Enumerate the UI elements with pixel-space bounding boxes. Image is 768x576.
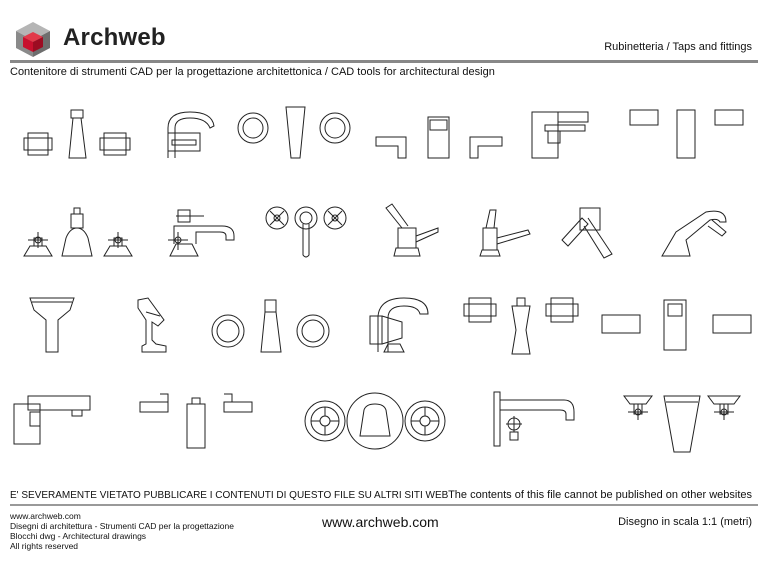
footer-line-url[interactable]: www.archweb.com: [10, 511, 81, 521]
bath-mixer-side-1: [168, 210, 234, 256]
mixer-plan-2: [602, 300, 751, 350]
scale-note: Disegno in scala 1:1 (metri): [618, 516, 752, 528]
mixer-elevation-2: [140, 394, 252, 448]
tap-set-elevation-2: [464, 298, 578, 354]
tap-set-plan-2: [212, 300, 329, 352]
spout-side-1: [662, 211, 726, 256]
wall-mixer-plan-2: [305, 393, 445, 449]
footer-line-rights: All rights reserved: [10, 541, 79, 551]
mixer-elevation-1: [376, 117, 502, 158]
warning-italian: E' SEVERAMENTE VIETATO PUBBLICARE I CONTENUTI DI QUESTO FILE SU ALTRI SITI WEB: [10, 490, 449, 501]
footer-rule: [10, 504, 758, 506]
tap-set-plan-1: [238, 107, 350, 158]
footer-line-desc: Disegni di architettura - Strumenti CAD per la progettazione: [10, 521, 234, 531]
cad-drawing: [0, 80, 768, 480]
tap-set-elevation-1: [24, 110, 130, 158]
bath-spout-side: [494, 392, 574, 446]
footer-site-link[interactable]: www.archweb.com: [322, 514, 439, 530]
single-lever-mixer-2: [480, 210, 530, 256]
cube-logo-icon: [14, 20, 52, 58]
warning-english: The contents of this file cannot be published on other websites: [448, 489, 752, 501]
wall-mixer-plan-1: [266, 207, 346, 257]
tap-set-cross-handles: [24, 208, 132, 256]
basin-funnel-elevation: [30, 298, 74, 352]
tap-set-cross-handles-2: [624, 396, 740, 452]
wall-lever-mixer-1: [562, 208, 612, 258]
footer-line-blocks: Blocchi dwg - Architectural drawings: [10, 531, 147, 541]
hand-shower-side: [138, 298, 166, 352]
category-title: Rubinetteria / Taps and fittings: [604, 41, 752, 53]
basin-mixer-side-1: [168, 112, 214, 158]
basin-mixer-side-2: [370, 298, 428, 352]
mixer-plan-1: [630, 110, 743, 158]
header-rule: [10, 60, 758, 63]
wall-mixer-side-1: [532, 112, 588, 158]
page-subtitle: Contenitore di strumenti CAD per la progettazione architettonica / CAD tools for architectural design: [10, 66, 495, 78]
single-lever-mixer-1: [386, 204, 438, 256]
wall-mixer-side-2: [14, 396, 90, 444]
brand-name[interactable]: Archweb: [63, 24, 166, 51]
